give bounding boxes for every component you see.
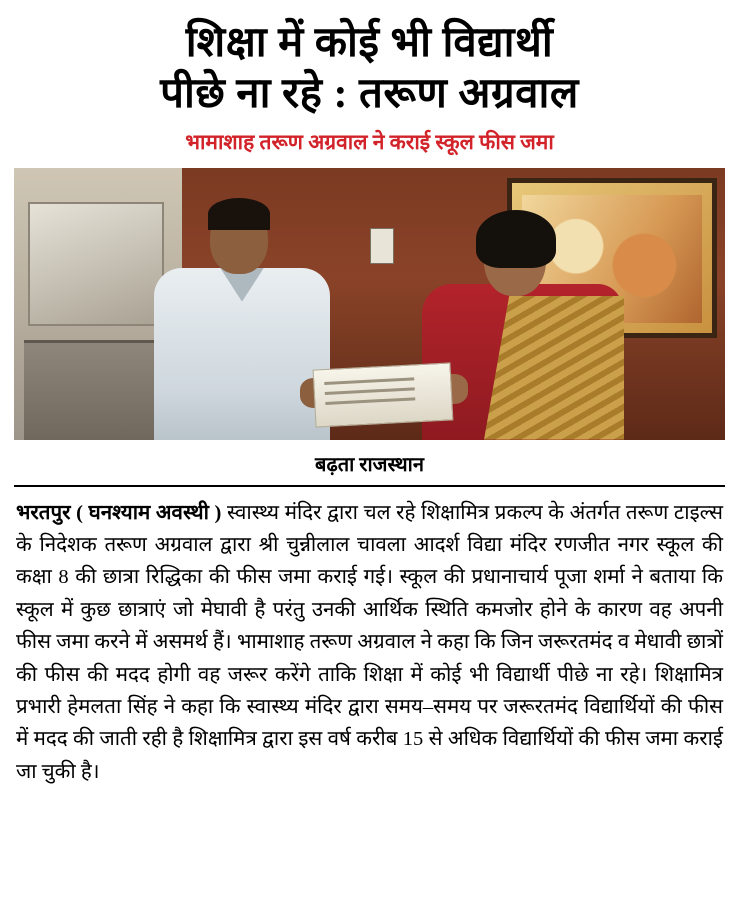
section-divider <box>14 485 725 487</box>
dateline: भरतपुर ( घनश्याम अवस्थी ) <box>16 501 222 524</box>
article-body <box>16 497 723 788</box>
headline-line-1: शिक्षा में कोई भी विद्यार्थी <box>185 20 554 66</box>
body-copy: स्वास्थ्य मंदिर द्वारा चल रहे शिक्षामित्र प्रकल्प के अंतर्गत तरूण टाइल्स के निदेशक तरूण अग्रवाल द्वारा श्री चुन्नीलाल चावला आदर्श विद्या मंदिर रणजीत नगर स्कूल की कक्षा 8 की छात्रा रिद्धिका की फीस जमा कराई गई। स्कूल की प्रधानाचार्य पूजा शर्मा ने बताया कि स्कूल में कुछ छात्राएं जो मेघावी है परंतु उनकी आर्थिक स्थिति कमजोर होने के कारण वह अपनी फीस जमा करने में असमर्थ हैं। भामाशाह तरूण अग्रवाल ने कहा कि जिन जरूरतमंद व मेधावी छात्रों की फीस की मदद होगी वह जरूर करेंगे ताकि शिक्षा में कोई भी विद्यार्थी पीछे ना रहे। शिक्षामित्र प्रभारी हेमलता सिंह ने कहा कि स्वास्थ्य मंदिर द्वारा समय–समय पर जरूरतमंद विद्यार्थियों की फीस में मदद की जाती रही है शिक्षामित्र द्वारा इस वर्ष करीब 15 से अधिक विद्यार्थियों की फीस जमा कराई जा चुकी है। <box>16 501 723 783</box>
photo-woman-hair <box>476 210 556 268</box>
article-photo <box>14 168 725 440</box>
headline-line-2: पीछे ना रहे : तरूण अग्रवाल <box>160 71 579 118</box>
photo-man-hair <box>208 198 270 230</box>
photo-document <box>313 362 454 427</box>
photo-switchboard <box>370 228 394 264</box>
headline-block <box>0 0 739 120</box>
photo-caption: बढ़ता राजस्थान <box>315 453 424 476</box>
subheading: भामाशाह तरूण अग्रवाल ने कराई स्कूल फीस जमा <box>185 130 554 155</box>
photo-scene <box>14 168 725 440</box>
